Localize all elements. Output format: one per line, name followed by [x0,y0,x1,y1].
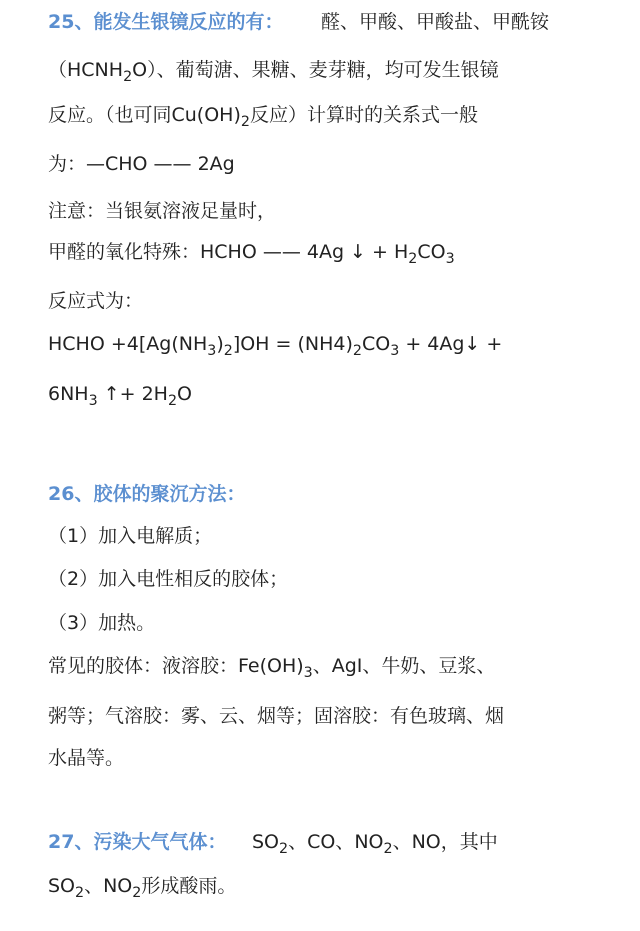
section-heading: 25、能发生银镜反应的有： [48,11,284,33]
text-run: 、AgI、牛奶、豆浆、 [312,655,496,677]
text-run: 粥等；气溶胶：雾、云、烟等；固溶胶：有色玻璃、烟 [48,705,505,727]
section-heading: 26、胶体的聚沉方法： [48,483,246,505]
subscript: 2 [167,392,178,409]
text-run: 反应。（也可同Cu(OH) [48,104,241,126]
section-heading: 27、污染大气气体： [48,831,227,853]
text-run: 反应）计算时的关系式一般 [249,104,478,126]
text-run: O）、葡萄溏、果糖、麦芽糖，均可发生银镜 [132,59,499,81]
subscript: 2 [132,884,142,901]
text-run: 形成酸雨。 [141,875,237,897]
text-run: ↑+ 2H [97,383,168,405]
text-run: 、CO、NO [288,831,384,853]
text-line [48,872,236,900]
text-run: （2）加入电性相反的胶体； [48,568,289,590]
text-line [48,522,212,550]
text-line [48,150,235,178]
text-run: 、NO [84,875,133,897]
subscript: 2 [223,342,233,359]
text-run: ) [216,333,224,355]
text-line [48,702,504,730]
text-run: CO [361,333,391,355]
text-line [48,287,143,315]
text-run: + 4Ag↓ + [399,333,503,355]
text-run: （3）加热。 [48,612,156,634]
text-run: 、NO，其中 [392,831,498,853]
text-run: （1）加入电解质； [48,525,213,547]
subscript: 3 [207,342,217,359]
text-run: CO [417,241,446,263]
text-run: 为：—CHO —— 2Ag [48,153,235,175]
text-run: HCHO +4[Ag(NH [48,333,208,355]
text-run: SO [252,831,280,853]
text-run: 反应式为： [48,290,144,312]
text-line [48,565,288,593]
text-run: （HCNH [48,59,124,81]
text-line [48,380,192,408]
subscript: 2 [123,68,133,85]
text-line [321,8,549,36]
text-line [48,744,124,772]
subscript: 3 [445,250,455,267]
subscript: 2 [408,250,418,267]
text-run: SO [48,875,76,897]
text-run: ]OH = (NH4) [232,333,353,355]
text-run: 甲醛的氧化特殊：HCHO —— 4Ag ↓ + H [48,241,409,263]
subscript: 2 [240,113,250,130]
subscript: 2 [75,884,85,901]
subscript: 2 [352,342,362,359]
text-run: 常见的胶体：液溶胶：Fe(OH) [48,655,304,677]
text-run: 水晶等。 [48,747,125,769]
text-line [48,197,276,225]
text-line [48,330,502,358]
text-run: 醛、甲酸、甲酸盐、甲酰铵 [321,11,550,33]
text-line [48,56,499,84]
text-run: O [177,383,193,405]
subscript: 2 [279,840,289,857]
text-line [48,101,478,129]
text-run: 注意：当银氨溶液足量时， [48,200,277,222]
subscript: 2 [383,840,393,857]
text-line [48,609,155,637]
subscript: 3 [390,342,400,359]
text-line [48,238,455,266]
subscript: 3 [88,392,98,409]
subscript: 3 [303,664,313,681]
text-line [252,828,498,856]
text-run: 6NH [48,383,89,405]
text-line [48,652,495,680]
